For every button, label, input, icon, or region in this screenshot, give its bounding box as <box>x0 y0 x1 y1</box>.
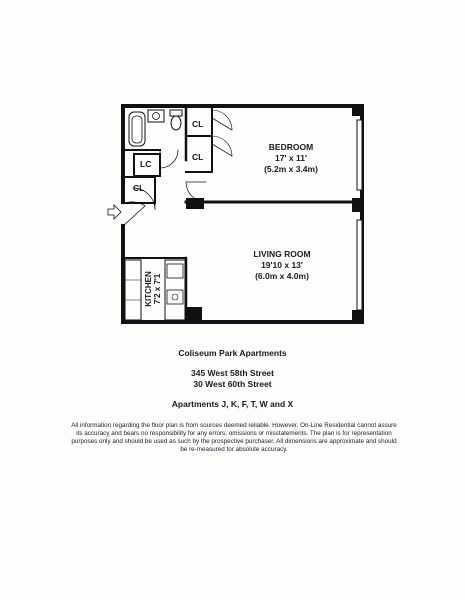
bedroom-dims: 17' x 11' <box>275 153 307 163</box>
bedroom-window <box>357 120 362 190</box>
address-line-2: 30 West 60th Street <box>193 379 272 389</box>
entry-arrow-icon <box>108 205 121 219</box>
living-room-metric: (6.0m x 4.0m) <box>255 271 309 281</box>
closet-label-top: CL <box>192 119 204 129</box>
living-room-label <box>232 249 332 282</box>
linen-closet-label: LC <box>140 159 152 169</box>
bedroom-label <box>246 142 336 175</box>
entry-closet-label: CL <box>133 183 145 193</box>
kitchen-name: KITCHEN <box>144 271 153 307</box>
closet-label-mid: CL <box>192 152 204 162</box>
bedroom-metric: (5.2m x 3.4m) <box>264 164 318 174</box>
bedroom-name: BEDROOM <box>268 142 314 152</box>
kitchen-label <box>144 262 162 316</box>
living-room-name: LIVING ROOM <box>253 249 311 259</box>
kitchen-dims: 7'2 x 7'1 <box>153 273 162 305</box>
living-window <box>357 220 362 310</box>
column-right-mid <box>352 198 362 212</box>
address-line-1: 345 West 58th Street <box>191 368 274 378</box>
living-room-dims: 19'10 x 13' <box>261 260 303 270</box>
disclaimer-text: All information regarding the floor plan is from sources deemed reliable. However, On-Line Residential cannot assure its accuracy and bears no responsibility for any errors, omissions or misstatements. The plan is for representation purposes only and should be used as such by the prospective purchaser. All dimensions are approximate and should be re-measured for absolute accuracy. <box>71 422 397 453</box>
building-name: Coliseum Park Apartments <box>178 348 287 358</box>
apartment-units: Apartments J, K, F, T, W and X <box>171 399 294 409</box>
